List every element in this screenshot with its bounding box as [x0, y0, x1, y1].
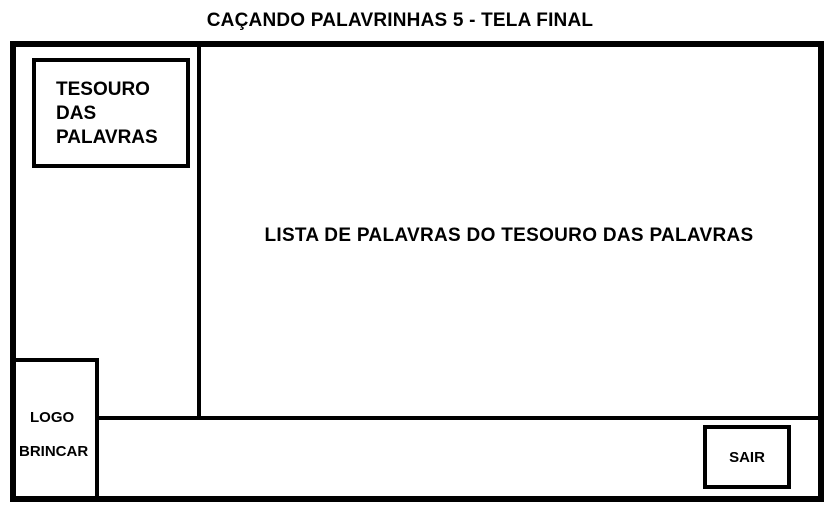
game-title-line-3: PALAVRAS: [56, 127, 158, 148]
game-title-box: [32, 58, 190, 168]
game-title-line-2: DAS: [56, 103, 97, 124]
exit-button[interactable]: SAIR: [703, 425, 791, 489]
logo-box: [14, 358, 99, 496]
page-title: CAÇANDO PALAVRINHAS 5 - TELA FINAL: [206, 10, 594, 31]
word-list-area: LISTA DE PALAVRAS DO TESOURO DAS PALAVRAS: [264, 225, 754, 246]
game-title-line-1: TESOURO: [56, 79, 150, 100]
footer-divider: [97, 416, 819, 420]
logo-label: LOGO: [30, 409, 75, 426]
brincar-label: BRINCAR: [19, 443, 89, 460]
